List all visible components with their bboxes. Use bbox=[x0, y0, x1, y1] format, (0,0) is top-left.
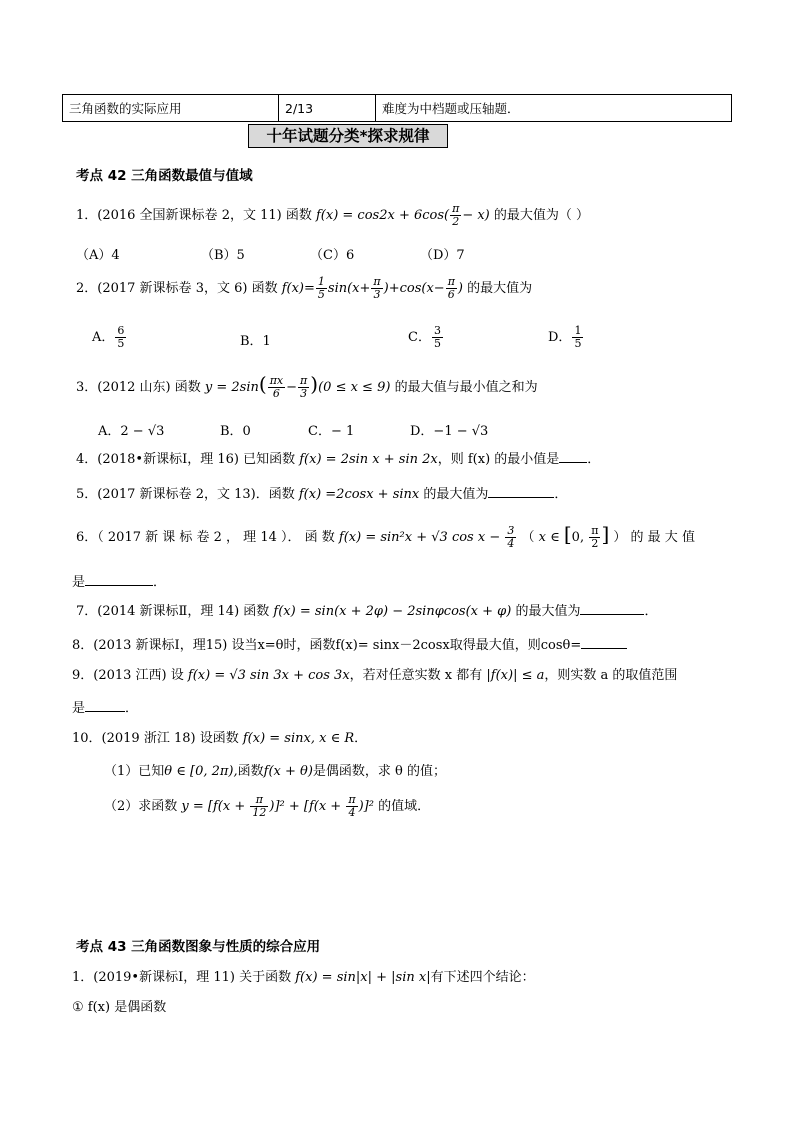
s43-question-1: 1．(2019•新课标Ⅰ，理 11) 关于函数 f(x) = sin|x| + |sin x|有下述四个结论： bbox=[72, 970, 535, 985]
q1-option-b: （B）5 bbox=[201, 248, 245, 263]
question-5: 5．(2017 新课标卷 2，文 13)．函数 f(x) =2cosx + sinx 的最大值为 ． bbox=[76, 487, 568, 502]
q2-option-a: A． $\frac{6}{5}$ bbox=[92, 324, 125, 350]
q5-answer-blank[interactable] bbox=[488, 485, 554, 498]
q9-formula: f(x) = √3 sin 3x + cos 3x bbox=[187, 668, 350, 683]
q2-option-b: B．1 bbox=[240, 334, 271, 349]
q10-part2-formula: y = [f(x + $\frac{\pi}{12}$ )]² + [f(x + $\frac{\pi}{4}$ )]² bbox=[181, 793, 374, 819]
q1-option-a: （A）4 bbox=[76, 248, 120, 263]
question-1: 1．(2016 全国新课标卷 2，文 11) 函数 f(x) = cos2x + 6cos( $\frac{\pi}{2}$ − x) 的最大值为（ ） bbox=[76, 202, 590, 228]
q6-formula: f(x) = sin²x + √3 cos x − $\frac{3}{4}$ bbox=[338, 524, 515, 550]
banner-title: 十年试题分类*探求规律 bbox=[248, 124, 448, 148]
header-difficulty: 难度为中档题或压轴题． bbox=[376, 95, 732, 122]
q1-option-d: （D）7 bbox=[420, 248, 465, 263]
q6-answer-blank[interactable] bbox=[85, 573, 153, 586]
question-3: 3．(2012 山东) 函数 y = 2sin( $\frac{\pi x}{6}$ − $\frac{\pi}{3}$ )(0 ≤ x ≤ 9) 的最大值与最小值之和为 bbox=[76, 372, 538, 400]
section-43-title: 考点 43 三角函数图象与性质的综合应用 bbox=[76, 939, 321, 955]
q4-answer-blank[interactable] bbox=[559, 450, 587, 463]
question-4: 4．(2018•新课标Ⅰ，理 16) 已知函数 f(x) = 2sin x + sin 2x，则 f(x) 的最小值是 ． bbox=[76, 452, 601, 467]
q3-option-a: A．2 − √3 bbox=[98, 424, 165, 439]
header-table bbox=[62, 94, 732, 122]
q7-answer-blank[interactable] bbox=[580, 602, 644, 615]
question-9: 9．(2013 江西) 设 f(x) = √3 sin 3x + cos 3x，若对任意实数 x 都有 |f(x)| ≤ a，则实数 a 的取值范围 bbox=[72, 668, 678, 683]
question-7: 7．(2014 新课标Ⅱ，理 14) 函数 f(x) = sin(x + 2φ) − 2sinφcos(x + φ) 的最大值为 ． bbox=[76, 604, 658, 619]
section-42-title: 考点 42 三角函数最值与值域 bbox=[76, 168, 253, 184]
q4-formula: f(x) = 2sin x + sin 2x bbox=[299, 452, 438, 467]
question-10: 10．(2019 浙江 18) 设函数 f(x) = sinx, x ∈ R． bbox=[72, 731, 368, 746]
q3-option-c: C．− 1 bbox=[308, 424, 355, 439]
q2-option-d: D． $\frac{1}{5}$ bbox=[548, 324, 582, 350]
question-8: 8．(2013 新课标Ⅰ，理15) 设当x=θ时，函数f(x)= sinx－2cosx取得最大值，则cosθ= bbox=[72, 634, 627, 653]
header-topic: 三角函数的实际应用 bbox=[63, 95, 279, 122]
q3-option-d: D．−1 − √3 bbox=[410, 424, 489, 439]
q2-option-c: C． $\frac{3}{5}$ bbox=[408, 324, 441, 350]
q1-option-c: （C）6 bbox=[310, 248, 355, 263]
question-6: 6．（ 2017 新 课 标 卷 2 ， 理 14 ）． 函 数 f(x) = sin²x + √3 cos x − $\frac{3}{4}$ （ x ∈ [0, $\frac{\pi}{2}$ ] ） 的 最 大 值 bbox=[76, 522, 695, 550]
s43-q1-formula: f(x) = sin|x| + |sin x| bbox=[295, 970, 431, 985]
q6-domain: （ x ∈ [0, $\frac{\pi}{2}$ ] ） bbox=[521, 522, 627, 550]
q5-formula: f(x) =2cosx + sinx bbox=[298, 487, 420, 502]
question-10-part-2: （2）求函数 y = [f(x + $\frac{\pi}{12}$ )]² + [f(x + $\frac{\pi}{4}$ )]² 的值域． bbox=[104, 793, 431, 819]
q8-answer-blank[interactable] bbox=[581, 636, 627, 649]
q9-inequality: |f(x)| ≤ a bbox=[486, 668, 545, 683]
q3-formula: y = 2sin( $\frac{\pi x}{6}$ − $\frac{\pi}{3}$ )(0 ≤ x ≤ 9) bbox=[204, 372, 391, 400]
q7-formula: f(x) = sin(x + 2φ) − 2sinφcos(x + φ) bbox=[273, 604, 512, 619]
question-9-line2: 是 ． bbox=[72, 701, 139, 716]
q10-formula: f(x) = sinx, x ∈ R bbox=[242, 731, 355, 746]
q3-option-b: B．0 bbox=[220, 424, 251, 439]
question-6-line2: 是 ． bbox=[72, 575, 167, 590]
s43-item-1: ① f(x) 是偶函数 bbox=[72, 1000, 167, 1015]
q2-formula: f(x)= $\frac{1}{5}$ sin(x+ $\frac{\pi}{3}$ )+cos(x− $\frac{\pi}{6}$ ) bbox=[281, 275, 463, 301]
q1-formula: f(x) = cos2x + 6cos( $\frac{\pi}{2}$ − x) bbox=[315, 202, 490, 228]
question-2: 2．(2017 新课标卷 3，文 6) 函数 f(x)= $\frac{1}{5}$ sin(x+ $\frac{\pi}{3}$ )+cos(x− $\frac{\pi}{6}$ ) 的最大值为 bbox=[76, 275, 533, 301]
question-10-part-1: （1）已知θ ∈ [0, 2π),函数f(x + θ)是偶函数，求 θ 的值； bbox=[104, 764, 447, 779]
header-ratio: 2/13 bbox=[279, 95, 376, 122]
q9-answer-blank[interactable] bbox=[85, 699, 125, 712]
